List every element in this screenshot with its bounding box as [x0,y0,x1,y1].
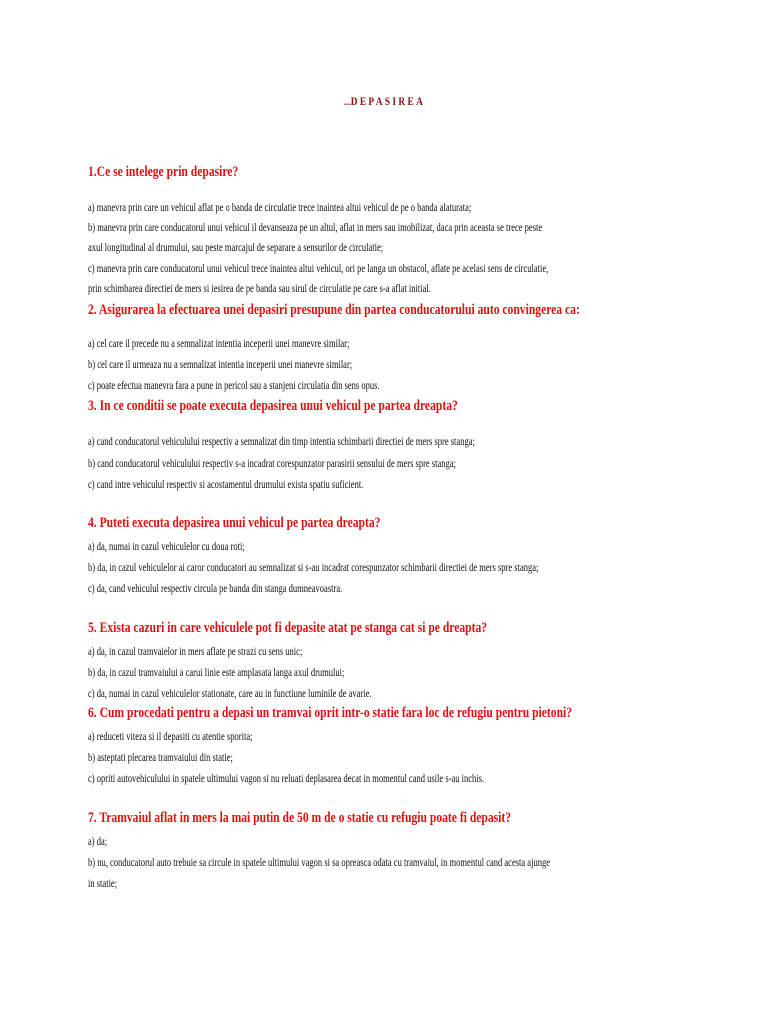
question-1-option-c: c) manevra prin care conducatorul unui vehicul trece inaintea altui vehicul, ori pe langa un obstacol, aflate pe acelasi sens de circulatie, [88,263,549,275]
question-7-option-a: a) da; [88,836,108,848]
question-5-option-c: c) da, numai in cazul vehiculelor stationate, care au in functiune luminile de avarie. [88,688,372,700]
question-3-option-b: b) cand conducatorul vehiculului respectiv s-a incadrat corespunzator parasirii sensului de mers spre stanga; [88,458,456,470]
question-4-option-a: a) da, numai in cazul vehiculelor cu doua roti; [88,541,245,553]
question-5-option-b: b) da, in cazul tramvaiului a carui linie este amplasata langa axul drumului; [88,667,345,679]
question-6: 6. Cum procedati pentru a depasi un tramvai oprit intr-o statie fara loc de refugiu pentru pietoni? [88,705,573,721]
question-6-option-a: a) reduceti viteza si il depasiti cu atentie sporita; [88,731,253,743]
question-2: 2. Asigurarea la efectuarea unei depasiri presupune din partea conducatorului auto convingerea ca: [88,302,580,318]
question-7-option-b: b) nu, conducatorul auto trebuie sa circule in spatele ultimului vagon si sa opreasca odata cu tramvaiul, in momentul cand acesta ajunge [88,857,550,869]
question-6-option-c: c) opriti autovehiculului in spatele ultimului vagon si nu reluati deplasarea decat in momentul cand usile s-au inchis. [88,773,485,785]
title-marker: .... [343,97,351,107]
title-text: DEPASIREA [350,94,426,108]
question-1-option-b: b) manevra prin care conducatorul unui vehicul il devanseaza pe un altul, aflat in mers sau imobilizat, daca prin aceasta se trece peste [88,222,543,234]
question-2-option-a: a) cel care il precede nu a semnalizat intentia inceperii unei manevre similar; [88,338,350,350]
question-4: 4. Puteti executa depasirea unui vehicul pe partea dreapta? [88,515,381,531]
question-1: 1.Ce se intelege prin depasire? [88,164,239,180]
question-1-option-a: a) manevra prin care un vehicul aflat pe o banda de circulatie trece inaintea altui vehicul de pe o banda alaturata; [88,202,472,214]
document-title [85,94,684,109]
question-6-option-b: b) asteptati plecarea tramvaiului din statie; [88,752,233,764]
question-7: 7. Tramvaiul aflat in mers la mai putin de 50 m de o statie cu refugiu poate fi depasit? [88,810,512,826]
question-4-option-b: b) da, in cazul vehiculelor ai caror conducatori au semnalizat si s-au incadrat corespunzator schimbarii directiei de mers spre stanga; [88,562,539,574]
question-2-option-b: b) cel care il urmeaza nu a semnalizat intentia inceperii unei manevre similar; [88,359,353,371]
question-2-option-c: c) poate efectua manevra fara a pune in pericol sau a stanjeni circulatia din sens opus. [88,380,380,392]
question-3: 3. In ce conditii se poate executa depasirea unui vehicul pe partea dreapta? [88,398,458,414]
question-4-option-c: c) da, cand vehiculul respectiv circula pe banda din stanga dumneavoastra. [88,583,343,595]
question-3-option-c: c) cand intre vehiculul respectiv si acostamentul drumului exista spatiu suficient. [88,479,364,491]
question-1-option-b-cont: axul longitudinal al drumului, sau peste marcajul de separare a sensurilor de circulatie; [88,242,384,254]
question-7-option-b-cont: in statie; [88,878,118,890]
question-3-option-a: a) cand conducatorul vehiculului respectiv a semnalizat din timp intentia schimbarii directiei de mers spre stanga; [88,436,475,448]
question-1-option-c-cont: prin schimbarea directiei de mers si iesirea de pe banda sau sirul de circulatie pe care s-a aflat initial. [88,283,431,295]
question-5-option-a: a) da, in cazul tramvaielor in mers aflate pe strazi cu sens unic; [88,646,303,658]
question-5: 5. Exista cazuri in care vehiculele pot fi depasite atat pe stanga cat si pe dreapta? [88,620,488,636]
